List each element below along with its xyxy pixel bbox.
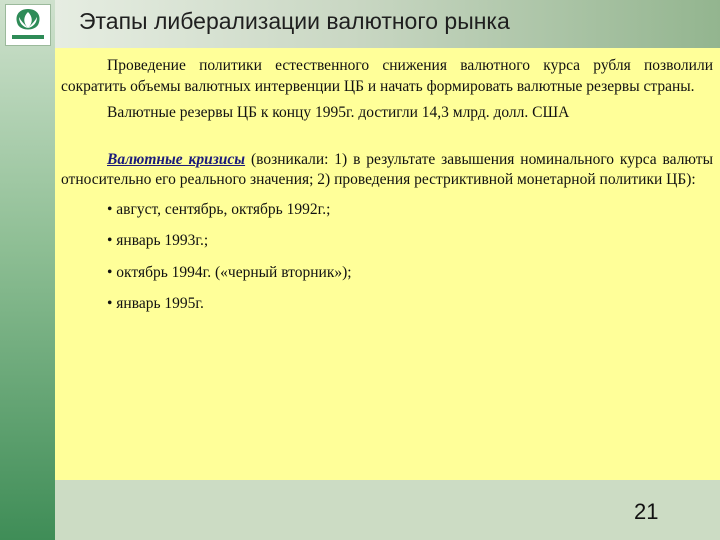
- content-area: [55, 48, 720, 480]
- bank-logo: [5, 4, 51, 46]
- slide-header: [55, 0, 720, 48]
- crisis-description: (возникали: 1) в результате завышения номинального курса валюты относительно его реального значения; 2) проведения рестриктивной монетарной политики ЦБ):: [61, 150, 713, 188]
- bullet-item: • октябрь 1994г. («черный вторник»);: [107, 263, 352, 281]
- paragraph-policy: Проведение политики естественного снижения валютного курса рубля позволили сократить объемы валютных интервенции ЦБ и начать формировать валютные резервы страны.: [61, 57, 713, 95]
- bullet-item: • август, сентябрь, октябрь 1992г.;: [107, 200, 331, 218]
- bank-logo-icon: [6, 5, 50, 45]
- page-number: 21: [634, 499, 659, 524]
- sidebar: [0, 0, 55, 540]
- slide-footer: [55, 480, 720, 540]
- slide-title: Этапы либерализации валютного рынка: [79, 8, 510, 34]
- paragraph-reserves: Валютные резервы ЦБ к концу 1995г. достигли 14,3 млрд. долл. США: [107, 104, 570, 121]
- bullet-item: • январь 1993г.;: [107, 232, 209, 249]
- content-text: [61, 56, 713, 326]
- bullet-item: • январь 1995г.: [107, 295, 204, 312]
- crisis-term: Валютные кризисы: [107, 150, 246, 168]
- paragraph-crises: [61, 150, 713, 191]
